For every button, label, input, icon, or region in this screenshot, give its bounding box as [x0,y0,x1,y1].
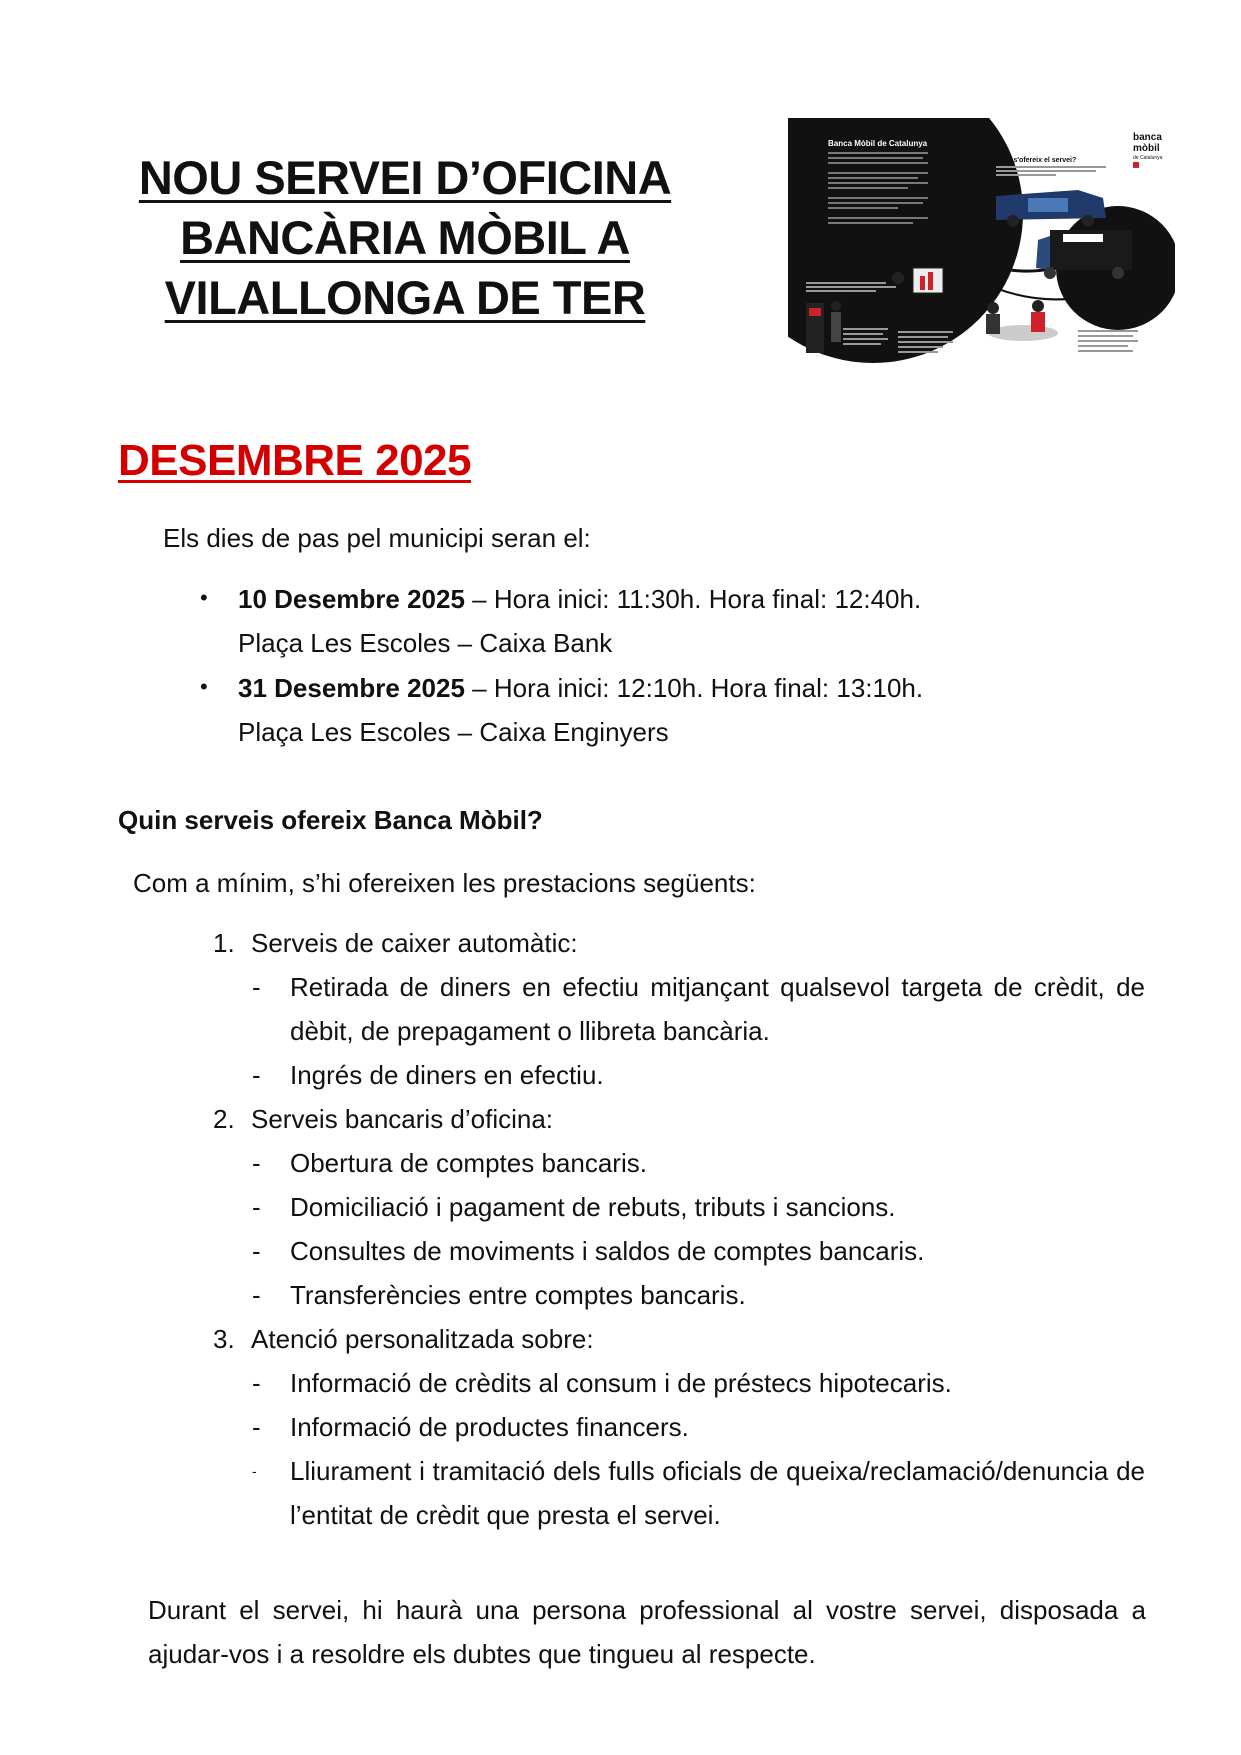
service-number: 2. [213,1104,235,1134]
dash-icon: - [252,1463,257,1479]
closing-paragraph: Durant el servei, hi haurà una persona professional al vostre servei, disposada a ajudar-vos i a resoldre els dubtes que tingueu al respecte. [148,1595,1146,1669]
visit-times: – Hora inici: 12:10h. Hora final: 13:10h. [464,673,924,703]
dash-icon: - [252,972,261,1002]
bullet-icon: • [200,674,208,699]
dash-icon: - [252,1412,261,1442]
dash-icon: - [252,1060,261,1090]
title-line: BANCÀRIA MÒBIL A [180,211,630,264]
page-title [105,148,705,328]
flyer-logo-line2: mòbil [1133,143,1160,154]
meeting-illustration [986,300,1058,341]
dash-icon: - [252,1192,261,1222]
services-heading: Quin serveis ofereix Banca Mòbil? [118,805,543,835]
service-item: Lliurament i tramitació dels fulls oficials de queixa/reclamació/denuncia de l’entitat de crèdit que presta el servei. [290,1456,1145,1530]
service-title: Atenció personalitzada sobre: [251,1324,594,1354]
visit-line [238,666,923,710]
services-intro: Com a mínim, s’hi ofereixen les prestacions següents: [133,868,756,898]
flyer-question-how: Com s'ofereix el servei? [996,157,1077,164]
dash-icon: - [252,1368,261,1398]
visit-date: 10 Desembre 2025 [238,584,465,614]
van-icon [996,190,1106,227]
service-item: Domiciliació i pagament de rebuts, tributs i sancions. [290,1192,896,1222]
service-title: Serveis bancaris d’oficina: [251,1104,554,1134]
dash-icon: - [252,1236,261,1266]
visit-times: – Hora inici: 11:30h. Hora final: 12:40h. [464,584,922,614]
service-item: Consultes de moviments i saldos de comptes bancaris. [290,1236,925,1266]
dates-intro: Els dies de pas pel municipi seran el: [163,523,591,553]
service-number: 1. [213,928,235,958]
service-item: Informació de productes financers. [290,1412,689,1442]
flyer-logo-line3: de Catalunya [1133,155,1163,161]
title-line: NOU SERVEI D’OFICINA [138,151,672,204]
visit-line [238,577,921,621]
visit-place: Plaça Les Escoles – Caixa Bank [238,628,613,658]
service-number: 3. [213,1324,235,1354]
service-item: Ingrés de diners en efectiu. [290,1060,604,1090]
service-item: Informació de crèdits al consum i de préstecs hipotecaris. [290,1368,952,1398]
banca-mobil-flyer-image [788,118,1175,380]
visit-date: 31 Desembre 2025 [238,673,465,703]
flyer-heading: Banca Mòbil de Catalunya [828,139,928,148]
dash-icon: - [252,1148,261,1178]
service-title: Serveis de caixer automàtic: [251,928,578,958]
dash-icon: - [252,1280,261,1310]
bullet-icon: • [200,585,208,610]
flyer-logo-line1: banca [1133,132,1162,143]
service-item: Obertura de comptes bancaris. [290,1148,647,1178]
visit-place: Plaça Les Escoles – Caixa Enginyers [238,717,669,747]
title-line: VILALLONGA DE TER [164,271,646,324]
month-heading: DESEMBRE 2025 [118,436,471,485]
service-item: Transferències entre comptes bancaris. [290,1280,746,1310]
service-item: Retirada de diners en efectiu mitjançant qualsevol targeta de crèdit, de dèbit, de prepagament o llibreta bancària. [290,972,1145,1046]
flyer-question-what: Quins serveis oferein? [806,273,882,280]
